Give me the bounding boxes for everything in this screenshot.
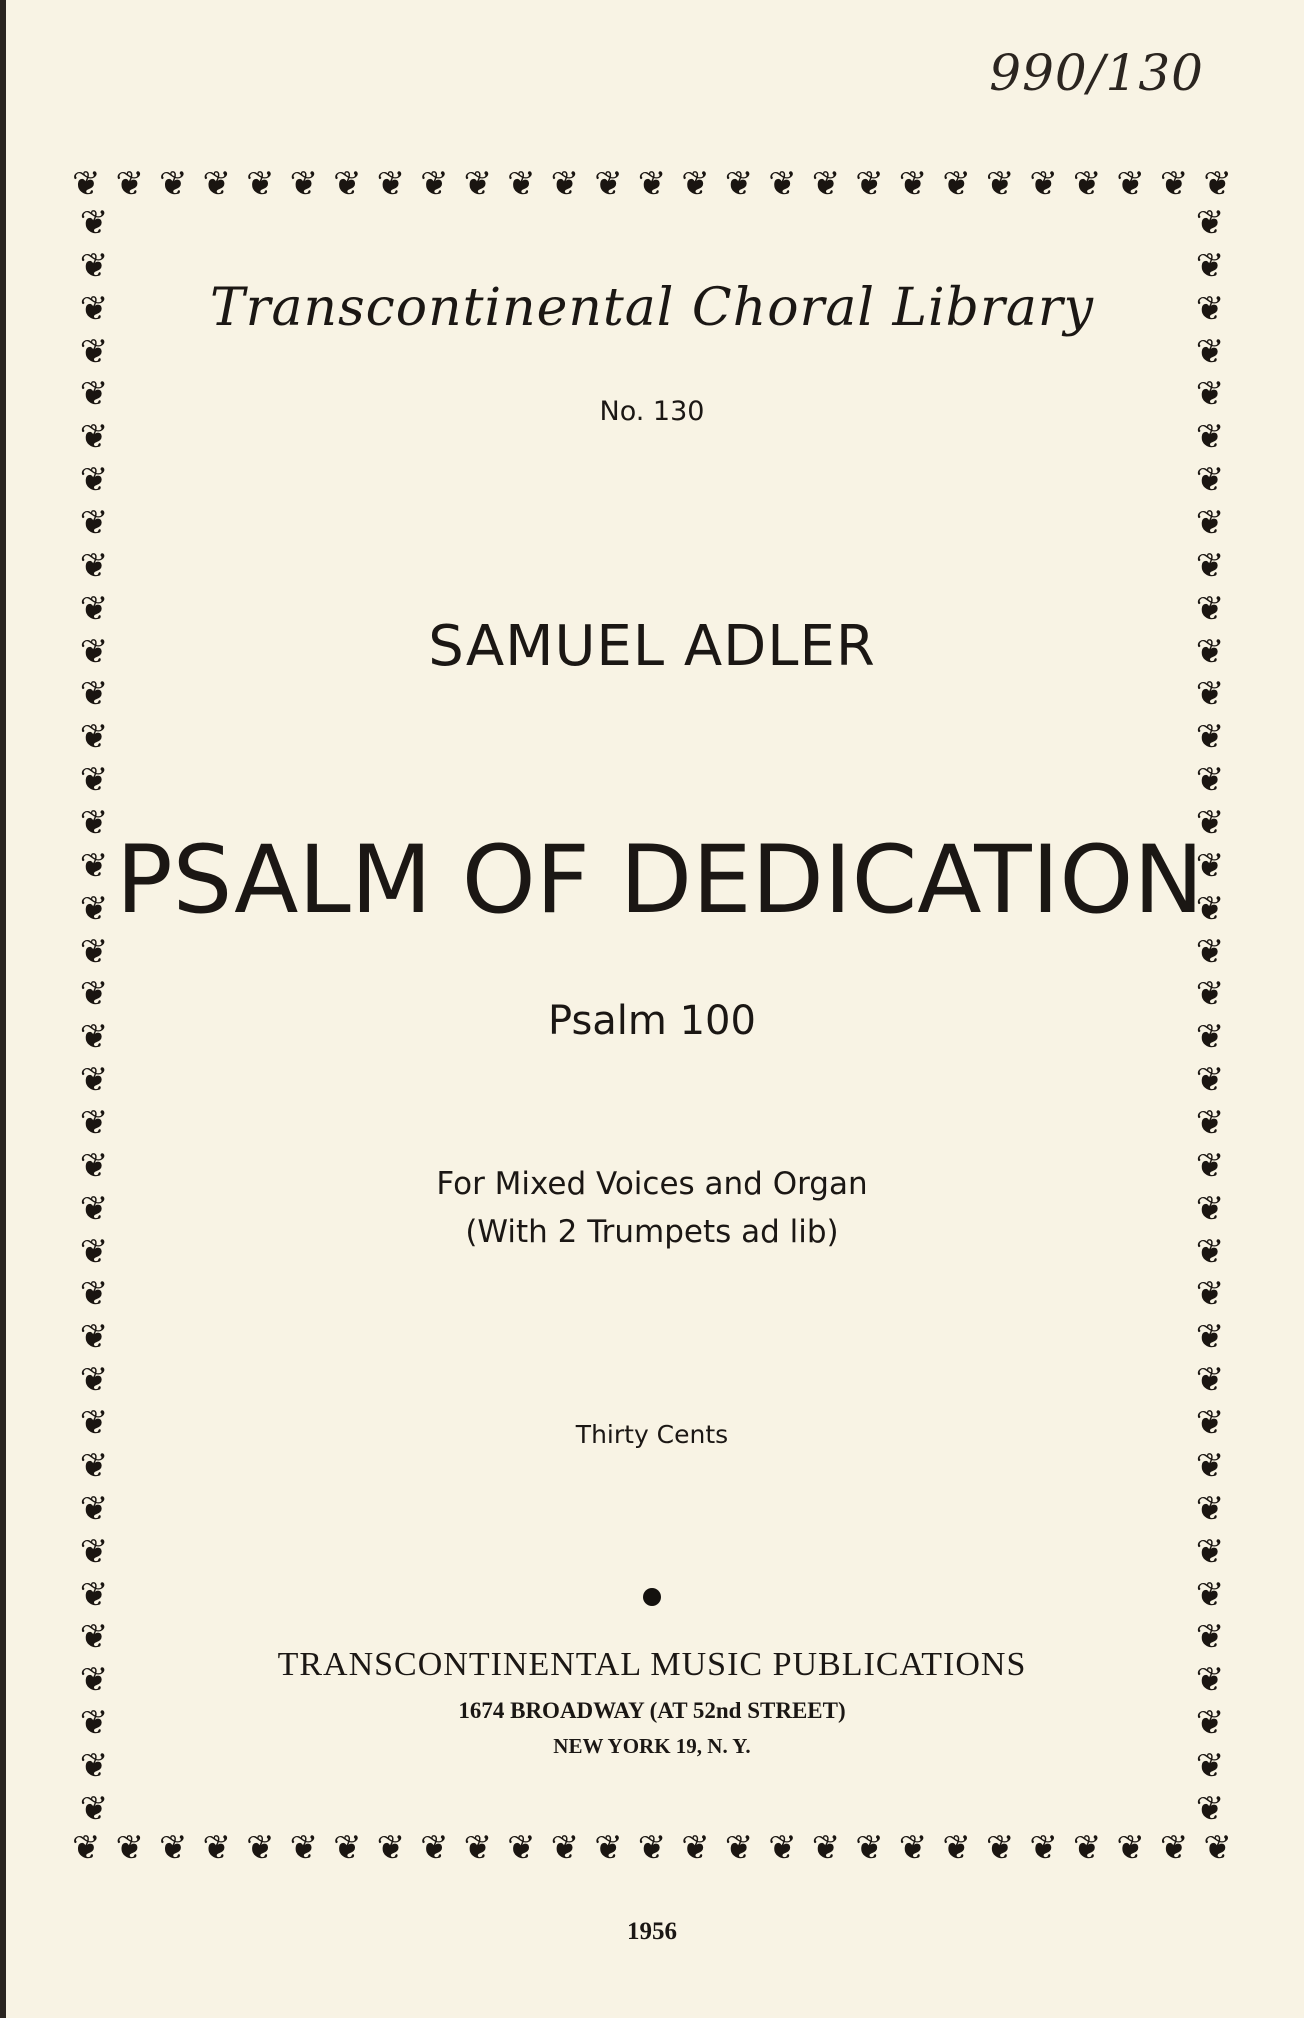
fleuron-icon: ❦ bbox=[724, 164, 754, 204]
fleuron-icon: ❦ bbox=[1116, 1828, 1145, 1868]
fleuron-icon: ❦ bbox=[79, 631, 109, 672]
fleuron-icon: ❦ bbox=[79, 1145, 109, 1186]
fleuron-icon: ❦ bbox=[855, 1828, 884, 1868]
fleuron-icon: ❦ bbox=[1195, 545, 1225, 586]
publisher-address: 1674 BROADWAY (AT 52nd STREET) bbox=[458, 1698, 846, 1723]
fleuron-icon: ❦ bbox=[1195, 888, 1225, 929]
fleuron-icon: ❦ bbox=[79, 460, 109, 501]
series-number: No. 130 bbox=[599, 396, 705, 427]
fleuron-icon: ❦ bbox=[1195, 1145, 1225, 1186]
fleuron-icon: ❦ bbox=[79, 1745, 109, 1786]
fleuron-icon: ❦ bbox=[79, 974, 109, 1015]
fleuron-icon: ❦ bbox=[79, 1531, 109, 1572]
fleuron-icon: ❦ bbox=[159, 164, 188, 204]
fleuron-icon: ❦ bbox=[79, 1060, 109, 1101]
fleuron-icon: ❦ bbox=[1195, 288, 1225, 329]
fleuron-icon: ❦ bbox=[79, 245, 109, 286]
fleuron-icon: ❦ bbox=[1195, 674, 1225, 715]
fleuron-icon: ❦ bbox=[79, 674, 109, 715]
border-right bbox=[1188, 206, 1232, 1826]
fleuron-icon: ❦ bbox=[1195, 245, 1225, 286]
fleuron-icon: ❦ bbox=[463, 164, 493, 204]
fleuron-icon: ❦ bbox=[1116, 164, 1145, 204]
fleuron-icon: ❦ bbox=[637, 164, 667, 204]
fleuron-icon: ❦ bbox=[1195, 588, 1225, 629]
page-edge bbox=[0, 0, 6, 2018]
fleuron-icon: ❦ bbox=[1195, 1060, 1225, 1101]
fleuron-icon: ❦ bbox=[79, 1103, 109, 1144]
fleuron-icon: ❦ bbox=[289, 1828, 319, 1868]
fleuron-icon: ❦ bbox=[79, 417, 109, 458]
fleuron-icon: ❦ bbox=[79, 1017, 109, 1058]
fleuron-icon: ❦ bbox=[79, 1574, 109, 1615]
fleuron-icon: ❦ bbox=[420, 164, 449, 204]
fleuron-icon: ❦ bbox=[898, 164, 928, 204]
fleuron-icon: ❦ bbox=[1195, 417, 1225, 458]
border-top bbox=[72, 162, 1232, 206]
fleuron-icon: ❦ bbox=[79, 803, 109, 844]
fleuron-icon: ❦ bbox=[1072, 1828, 1102, 1868]
border-bottom bbox=[72, 1826, 1232, 1870]
fleuron-icon: ❦ bbox=[79, 1403, 109, 1444]
scoring-line-2: (With 2 Trumpets ad lib) bbox=[465, 1214, 839, 1250]
fleuron-icon: ❦ bbox=[79, 1660, 109, 1701]
fleuron-icon: ❦ bbox=[463, 1828, 493, 1868]
fleuron-icon: ❦ bbox=[1195, 1017, 1225, 1058]
fleuron-icon: ❦ bbox=[811, 1828, 841, 1868]
fleuron-icon: ❦ bbox=[79, 1274, 109, 1315]
fleuron-icon: ❦ bbox=[1195, 1188, 1225, 1229]
fleuron-icon: ❦ bbox=[1195, 1488, 1225, 1529]
fleuron-icon: ❦ bbox=[115, 164, 145, 204]
border-left bbox=[72, 206, 116, 1826]
fleuron-icon: ❦ bbox=[1195, 503, 1225, 544]
fleuron-icon: ❦ bbox=[1195, 1403, 1225, 1444]
fleuron-icon: ❦ bbox=[507, 1828, 536, 1868]
fleuron-icon: ❦ bbox=[1195, 1317, 1225, 1358]
fleuron-icon: ❦ bbox=[1195, 974, 1225, 1015]
fleuron-icon: ❦ bbox=[246, 1828, 275, 1868]
fleuron-icon: ❦ bbox=[79, 1188, 109, 1229]
fleuron-icon: ❦ bbox=[1195, 1703, 1225, 1744]
fleuron-icon: ❦ bbox=[79, 1445, 109, 1486]
fleuron-icon: ❦ bbox=[79, 588, 109, 629]
work-subtitle: Psalm 100 bbox=[548, 998, 756, 1044]
fleuron-icon: ❦ bbox=[768, 1828, 797, 1868]
fleuron-icon: ❦ bbox=[420, 1828, 449, 1868]
fleuron-icon: ❦ bbox=[1029, 164, 1058, 204]
fleuron-icon: ❦ bbox=[79, 1231, 109, 1272]
fleuron-icon: ❦ bbox=[1195, 845, 1225, 886]
fleuron-icon: ❦ bbox=[1195, 1531, 1225, 1572]
fleuron-icon: ❦ bbox=[289, 164, 319, 204]
cover-content bbox=[116, 206, 1204, 1826]
fleuron-icon: ❦ bbox=[681, 1828, 710, 1868]
fleuron-icon: ❦ bbox=[1195, 460, 1225, 501]
fleuron-icon: ❦ bbox=[1195, 1231, 1225, 1272]
composer-name: SAMUEL ADLER bbox=[428, 614, 876, 679]
fleuron-icon: ❦ bbox=[550, 164, 580, 204]
fleuron-icon: ❦ bbox=[79, 1360, 109, 1401]
fleuron-icon: ❦ bbox=[1195, 1660, 1225, 1701]
price-label: Thirty Cents bbox=[575, 1420, 729, 1449]
fleuron-icon: ❦ bbox=[1072, 164, 1102, 204]
fleuron-icon: ❦ bbox=[724, 1828, 754, 1868]
fleuron-icon: ❦ bbox=[942, 164, 971, 204]
fleuron-icon: ❦ bbox=[79, 206, 109, 243]
fleuron-icon: ❦ bbox=[79, 760, 109, 801]
fleuron-icon: ❦ bbox=[1195, 1574, 1225, 1615]
fleuron-icon: ❦ bbox=[79, 1488, 109, 1529]
ornamental-frame bbox=[72, 162, 1232, 1870]
fleuron-icon: ❦ bbox=[811, 164, 841, 204]
fleuron-icon: ❦ bbox=[898, 1828, 928, 1868]
fleuron-icon: ❦ bbox=[985, 164, 1015, 204]
fleuron-icon: ❦ bbox=[985, 1828, 1015, 1868]
fleuron-icon: ❦ bbox=[202, 1828, 232, 1868]
fleuron-icon: ❦ bbox=[72, 164, 101, 204]
fleuron-icon: ❦ bbox=[79, 1317, 109, 1358]
fleuron-icon: ❦ bbox=[1195, 1445, 1225, 1486]
fleuron-icon: ❦ bbox=[79, 545, 109, 586]
fleuron-icon: ❦ bbox=[79, 331, 109, 372]
fleuron-icon: ❦ bbox=[79, 888, 109, 929]
fleuron-icon: ❦ bbox=[376, 164, 406, 204]
fleuron-icon: ❦ bbox=[1195, 760, 1225, 801]
fleuron-icon: ❦ bbox=[79, 1788, 109, 1826]
fleuron-icon: ❦ bbox=[79, 1703, 109, 1744]
fleuron-icon: ❦ bbox=[79, 288, 109, 329]
fleuron-icon: ❦ bbox=[79, 845, 109, 886]
fleuron-icon: ❦ bbox=[1195, 631, 1225, 672]
fleuron-icon: ❦ bbox=[1195, 931, 1225, 972]
publisher-name: TRANSCONTINENTAL MUSIC PUBLICATIONS bbox=[277, 1646, 1027, 1683]
fleuron-icon: ❦ bbox=[1195, 803, 1225, 844]
fleuron-icon: ❦ bbox=[1195, 206, 1225, 243]
publisher-city: NEW YORK 19, N. Y. bbox=[553, 1734, 751, 1758]
fleuron-icon: ❦ bbox=[79, 374, 109, 415]
fleuron-icon: ❦ bbox=[1159, 1828, 1189, 1868]
fleuron-icon: ❦ bbox=[1203, 1828, 1232, 1868]
fleuron-icon: ❦ bbox=[1195, 1103, 1225, 1144]
fleuron-icon: ❦ bbox=[79, 503, 109, 544]
fleuron-icon: ❦ bbox=[79, 1617, 109, 1658]
fleuron-icon: ❦ bbox=[333, 164, 362, 204]
fleuron-icon: ❦ bbox=[768, 164, 797, 204]
fleuron-icon: ❦ bbox=[1159, 164, 1189, 204]
fleuron-icon: ❦ bbox=[1195, 331, 1225, 372]
work-title: PSALM OF DEDICATION bbox=[116, 826, 1204, 935]
fleuron-icon: ❦ bbox=[1195, 1617, 1225, 1658]
fleuron-icon: ❦ bbox=[1195, 1745, 1225, 1786]
fleuron-icon: ❦ bbox=[594, 164, 623, 204]
fleuron-icon: ❦ bbox=[681, 164, 710, 204]
fleuron-icon: ❦ bbox=[1195, 1274, 1225, 1315]
fleuron-icon: ❦ bbox=[637, 1828, 667, 1868]
fleuron-icon: ❦ bbox=[1195, 1360, 1225, 1401]
fleuron-icon: ❦ bbox=[115, 1828, 145, 1868]
scoring-line-1: For Mixed Voices and Organ bbox=[436, 1166, 868, 1202]
fleuron-icon: ❦ bbox=[1195, 1788, 1225, 1826]
bullet-dot-icon bbox=[643, 1588, 661, 1606]
fleuron-icon: ❦ bbox=[79, 931, 109, 972]
fleuron-icon: ❦ bbox=[376, 1828, 406, 1868]
fleuron-icon: ❦ bbox=[1195, 374, 1225, 415]
fleuron-icon: ❦ bbox=[79, 717, 109, 758]
series-title: Transcontinental Choral Library bbox=[209, 278, 1095, 338]
fleuron-icon: ❦ bbox=[1195, 717, 1225, 758]
fleuron-icon: ❦ bbox=[942, 1828, 971, 1868]
fleuron-icon: ❦ bbox=[1203, 164, 1232, 204]
fleuron-icon: ❦ bbox=[855, 164, 884, 204]
fleuron-icon: ❦ bbox=[507, 164, 536, 204]
fleuron-icon: ❦ bbox=[550, 1828, 580, 1868]
fleuron-icon: ❦ bbox=[202, 164, 232, 204]
fleuron-icon: ❦ bbox=[333, 1828, 362, 1868]
fleuron-icon: ❦ bbox=[1029, 1828, 1058, 1868]
publication-year: 1956 bbox=[627, 1918, 677, 1945]
fleuron-icon: ❦ bbox=[246, 164, 275, 204]
fleuron-icon: ❦ bbox=[159, 1828, 188, 1868]
fleuron-icon: ❦ bbox=[72, 1828, 101, 1868]
handwritten-catalog-number: 990/130 bbox=[989, 44, 1204, 102]
fleuron-icon: ❦ bbox=[594, 1828, 623, 1868]
